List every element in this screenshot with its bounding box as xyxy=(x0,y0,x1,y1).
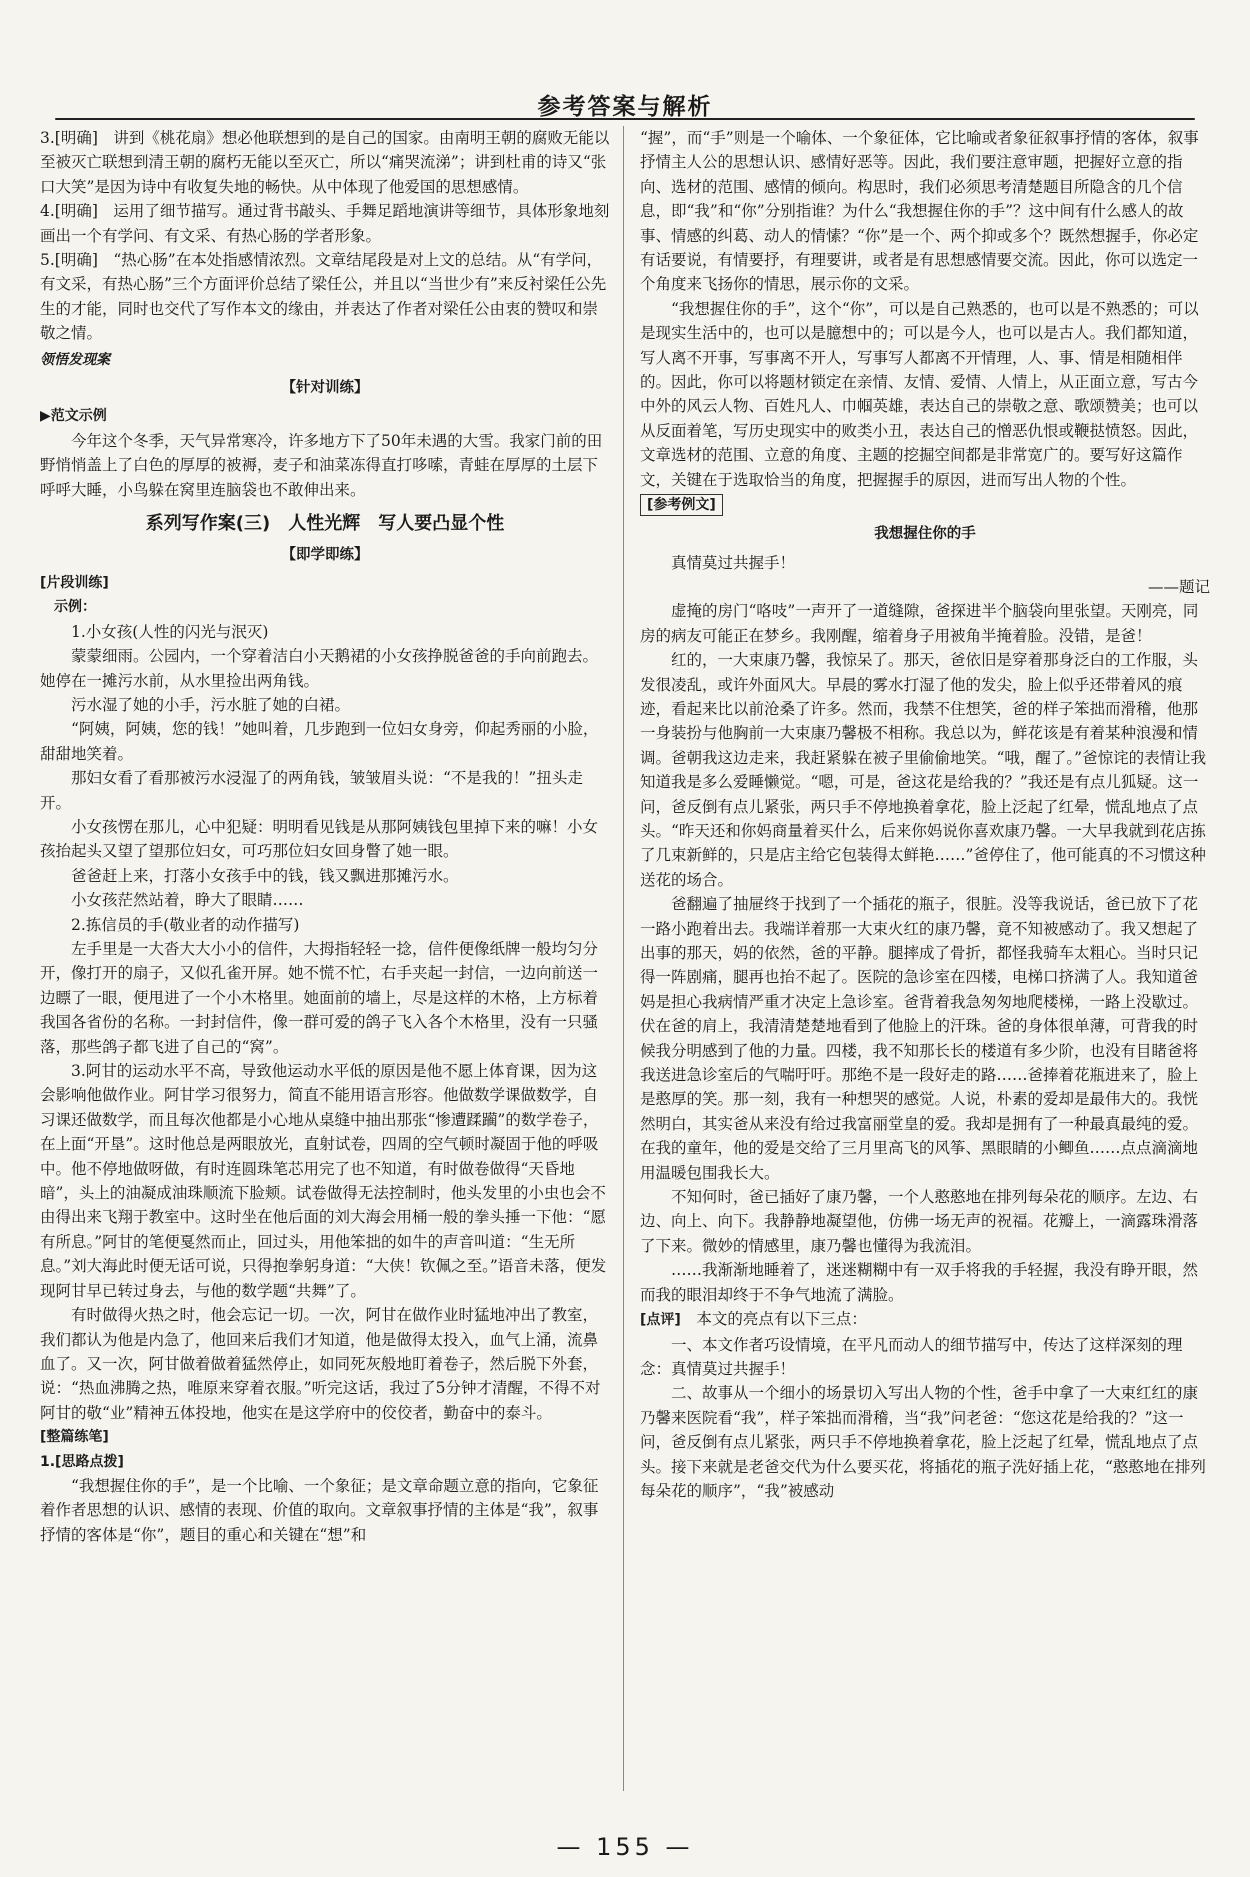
header-title: 参考答案与解析 xyxy=(537,94,713,120)
series-title: 系列写作案(三) 人性光辉 写人要凸显个性 xyxy=(145,513,505,535)
analysis-p1: “握”，而“手”则是一个喻体、一个象征体，它比喻或者象征叙事抒情的客体，叙事抒情主人公的思想认识、感情好恶等。因此，我们要注意审题，把握好立意的指向、选材的范围、感情的倾向。构思时，我们必须思考清楚题目所隐含的几个信息，即“我”和“你”分别指谁？为什么“我想握住你的手”？这中间有什么感人的故事、情感的纠葛、动人的情愫？“你”是一个、两个抑或多个？既然想握手，你必定有话要说，有情要抒，有理要讲，或者是有思想感情要交流。因此，你可以选定一个角度来飞扬你的情思，展示你的文采。 xyxy=(640,129,1199,294)
comment-label: [点评] xyxy=(640,1312,681,1329)
essay-p2: 红的，一大束康乃馨，我惊呆了。那天，爸依旧是穿着那身泛白的工作服，头发很凌乱，或许外面风大。早晨的雾水打湿了他的发尖，脸上似乎还带着风的痕迹，看起来比以前沧桑了许多。然而，我禁不住想笑，爸的样子笨拙而滑稽，他那一身装扮与他胸前一大束康乃馨极不相称。我总以为，鲜花该是有着某种浪漫和情调。爸朝我这边走来，我赶紧躲在被子里偷偷地笑。“哦，醒了。”爸惊诧的表情让我知道我是多么爱睡懒觉。“嗯，可是，爸这花是给我的？”我还是有点儿狐疑。这一问，爸反倒有点儿紧张，两只手不停地换着拿花，脸上泛起了红晕，慌乱地点了点头。“昨天还和你妈商量着买什么，后来你妈说你喜欢康乃馨。一大早我就到花店拣了几束新鲜的，只是店主给它包装得太鲜艳……”爸停住了，他可能真的不习惯这种送花的场合。 xyxy=(640,651,1207,889)
answer-3: 3.[明确] 讲到《桃花扇》想必他联想到的是自己的国家。由南明王朝的腐败无能以至被灭亡联想到清王朝的腐朽无能以至灭亡，所以“痛哭流涕”；讲到杜甫的诗又“张口大笑”是因为诗中有收复失地的畅快。从中体现了他爱国的思想感情。 xyxy=(40,129,610,196)
shili-label: 示例： xyxy=(54,599,96,616)
sample1-title: 1.小女孩(人性的闪光与泯灭) xyxy=(71,622,269,641)
banner-zhendui: 【针对训练】 xyxy=(281,380,369,397)
sample1-p3: “阿姨，阿姨，您的钱！”她叫着，几步跑到一位妇女身旁，仰起秀丽的小脸，甜甜地笑着。 xyxy=(40,720,599,763)
silu-p1: “我想握住你的手”，是一个比喻、一个象征；是文章命题立意的指向，它象征着作者思想的认识、感情的表现、价值的取向。文章叙事抒情的主体是“我”，叙事抒情的客体是“你”，题目的重心和关键在“想”和 xyxy=(40,1476,599,1544)
pianduan-label: [片段训练] xyxy=(40,574,109,591)
sample1-p4: 那妇女看了看那被污水浸湿了的两角钱，皱皱眉头说：“不是我的！”扭头走开。 xyxy=(40,769,583,812)
right-column xyxy=(640,126,1210,1503)
comment-intro: 本文的亮点有以下三点： xyxy=(696,1310,867,1329)
banner-jixue: 【即学即练】 xyxy=(281,546,369,563)
column-divider xyxy=(623,126,624,1791)
essay-epigraph: 真情莫过共握手！ xyxy=(671,553,796,572)
sample1-p2: 污水湿了她的小手，污水脏了她的白裙。 xyxy=(71,695,351,714)
silu-label: 1.[思路点拨] xyxy=(40,1453,124,1470)
answer-5: 5.[明确] “热心肠”在本处指感情浓烈。文章结尾段是对上文的总结。从“有学问，有文采，有热心肠”三个方面评价总结了梁任公，并且以“当世少有”来反衬梁任公先生的才能，同时也交代了写作本文的缘由，并表达了作者对梁任公由衷的赞叹和崇敬之情。 xyxy=(40,251,607,343)
answer-4: 4.[明确] 运用了细节描写。通过背书敲头、手舞足蹈地演讲等细节，具体形象地刻画出一个有学问、有文采、有热心肠的学者形象。 xyxy=(40,202,610,245)
fanwen-text: 今年这个冬季，天气异常寒冷，许多地方下了50年未遇的大雪。我家门前的田野悄悄盖上了白色的厚厚的被褥，麦子和油菜冻得直打哆嗦，青蛙在厚厚的土层下呼呼大睡，小鸟躲在窝里连脑袋也不敢伸出来。 xyxy=(40,431,603,499)
essay-p4: 不知何时，爸已插好了康乃馨，一个人憨憨地在排列每朵花的顺序。左边、右边、向上、向下。我静静地凝望他，仿佛一场无声的祝福。花瓣上，一滴露珠滑落了下来。微妙的情感里，康乃馨也懂得为我流泪。 xyxy=(640,1188,1199,1255)
sample2-title: 2.拣信员的手(敬业者的动作描写) xyxy=(71,915,300,934)
sample3-p2: 有时做得火热之时，他会忘记一切。一次，阿甘在做作业时猛地冲出了教室，我们都认为他是内急了，他回来后我们才知道，他是做得太投入，血气上涌，流鼻血了。又一次，阿甘做着做着猛然停止，如同死灰般地盯着卷子，然后脱下外套，说：“热血沸腾之热，唯原来穿着衣服。”听完这话，我过了5分钟才清醒，不得不对阿甘的敬“业”精神五体投地，他实在是这学府中的佼佼者，勤奋中的泰斗。 xyxy=(40,1306,601,1422)
essay-p3: 爸翻遍了抽屉终于找到了一个插花的瓶子，很脏。没等我说话，爸已放下了花一路小跑着出去。我端详着那一大束火红的康乃馨，竟不知被感动了。我又想起了出事的那天，妈的依然，爸的平静。腿摔成了骨折，都怪我骑车太粗心。当时只记得一阵剧痛，腿再也抬不起了。医院的急诊室在四楼，电梯口挤满了人。我知道爸妈是担心我病情严重才决定上急诊室。爸背着我急匆匆地爬楼梯，一路上没歇过。伏在爸的肩上，我清清楚楚地看到了他脸上的汗珠。爸的身体很单薄，可背我的时候我分明感到了他的力量。四楼，我不知那长长的楼道有多少阶，也没有目睹爸将我送进急诊室后的气喘吁吁。那绝不是一段好走的路……爸捧着花瓶进来了，脸上是憨厚的笑。那一刻，我有一种想哭的感觉。人说，朴素的爱却是最伟大的。我恍然明白，其实爸从来没有给过我富丽堂皇的爱。我却是拥有了一种最真最纯的爱。在我的童年，他的爱是交给了三月里高飞的风筝、黑眼睛的小鲫鱼……点点滴滴地用温暖包围我长大。 xyxy=(640,895,1199,1182)
essay-p1: 虚掩的房门“咯吱”一声开了一道缝隙，爸探进半个脑袋向里张望。天刚亮，同房的病友可能正在梦乡。我刚醒，缩着身子用被角半掩着脸。没错，是爸！ xyxy=(640,602,1199,645)
sample1-p5: 小女孩愣在那儿，心中犯疑：明明看见钱是从那阿姨钱包里掉下来的嘛！小女孩抬起头又望了望那位妇女，可巧那位妇女回身瞥了她一眼。 xyxy=(40,817,599,861)
analysis-p2: “我想握住你的手”，这个“你”，可以是自己熟悉的，也可以是不熟悉的；可以是现实生活中的，也可以是臆想中的；可以是今人，也可以是古人。我们都知道，写人离不开事，写事离不开人，写事写人都离不开情理，人、事、情是相随相伴的。因此，你可以将题材锁定在亲情、友情、爱情、人情上，从正面立意，写古今中外的风云人物、百姓凡人、巾帼英雄，表达自己的崇敬之意、歌颂赞美；也可以从反面着笔，写历史现实中的败类小丑，表达自己的憎恶仇恨或鞭挞愤怒。因此，文章选材的范围、立意的角度、主题的挖掘空间都是非常宽广的。要写好这篇作文，关键在于选取恰当的角度，把握握手的原因，进而写出人物的个性。 xyxy=(640,299,1199,489)
sample1-p1: 蒙蒙细雨。公园内，一个穿着洁白小天鹅裙的小女孩挣脱爸爸的手向前跑去。她停在一摊污水前，从水里捡出两角钱。 xyxy=(40,647,599,690)
left-column xyxy=(40,126,610,1547)
comment-1: 一、本文作者巧设情境，在平凡而动人的细节描写中，传达了这样深刻的理念：真情莫过共握手！ xyxy=(640,1335,1183,1378)
zhengpian-label: [整篇练笔] xyxy=(40,1429,109,1446)
essay-epigraph-sig: ——题记 xyxy=(1147,577,1210,596)
essay-p5: ……我渐渐地睡着了，迷迷糊糊中有一双手将我的手轻握，我没有睁开眼，然而我的眼泪却终于不争气地流了满脸。 xyxy=(640,1261,1199,1304)
sample3-p1: 3.阿甘的运动水平不高，导致他运动水平低的原因是他不愿上体育课，因为这会影响他做作业。阿甘学习很努力，简直不能用语言形容。他做数学课做数学，自习课还做数学，而且每次他都是小心地从桌缝中抽出那张“惨遭蹂躏”的数学卷子，在上面“开垦”。这时他总是两眼放光，直射试卷，四周的空气顿时凝固于他的呼吸中。他不停地做呀做，有时连圆珠笔芯用完了也不知道，有时做卷做得“天昏地暗”，头上的油凝成油珠顺流下脸颊。试卷做得无法控制时，他头发里的小虫也会不由得出来飞翔于教室中。这时坐在他后面的刘大海会用桶一般的拳头捶一下他：“愿有所息。”阿甘的笔便戛然而止，回过头，用他笨拙的如牛的声音叫道：“生无所息。”刘大海此时便无话可说，只得抱拳躬身道：“大侠！钦佩之至。”语音未落，便发现阿甘早已转过身去，与他的数学题“共舞”了。 xyxy=(40,1062,607,1300)
sample1-p7: 小女孩茫然站着，睁大了眼睛…… xyxy=(71,891,304,910)
fanwen-label: ▶范文示例 xyxy=(40,408,107,425)
header-rule xyxy=(55,118,1195,120)
page-header xyxy=(55,88,1195,122)
section-lingwu: 领悟发现案 xyxy=(40,351,110,368)
sample1-p6: 爸爸赶上来，打落小女孩手中的钱，钱又飘进那摊污水。 xyxy=(71,866,459,885)
ref-label: [参考例文] xyxy=(640,494,723,516)
essay-title: 我想握住你的手 xyxy=(874,526,976,543)
comment-2: 二、故事从一个细小的场景切入写出人物的个性，爸手中拿了一大束红红的康乃馨来医院看“我”，样子笨拙而滑稽，当“我”问老爸：“您这花是给我的？”这一问，爸反倒有点儿紧张，两只手不停地换着拿花，脸上泛起了红晕，慌乱地点了点头。接下来就是老爸交代为什么要买花，将插花的瓶子洗好插上花，“憨憨地在排列每朵花的顺序”，“我”被感动 xyxy=(640,1384,1206,1500)
page-number: — 155 — xyxy=(556,1833,694,1861)
sample2-p1: 左手里是一大沓大大小小的信件，大拇指轻轻一捻，信件便像纸牌一般均匀分开，像打开的扇子，又似孔雀开屏。她不慌不忙，右手夹起一封信，一边向前送一边瞟了一眼，便甩进了一个小木格里。她面前的墙上，尽是这样的木格，上方标着我国各省份的名称。一封封信件，像一群可爱的鸽子飞入各个木格里，没有一只骚落，那些鸽子都飞进了自己的“窝”。 xyxy=(40,940,599,1056)
